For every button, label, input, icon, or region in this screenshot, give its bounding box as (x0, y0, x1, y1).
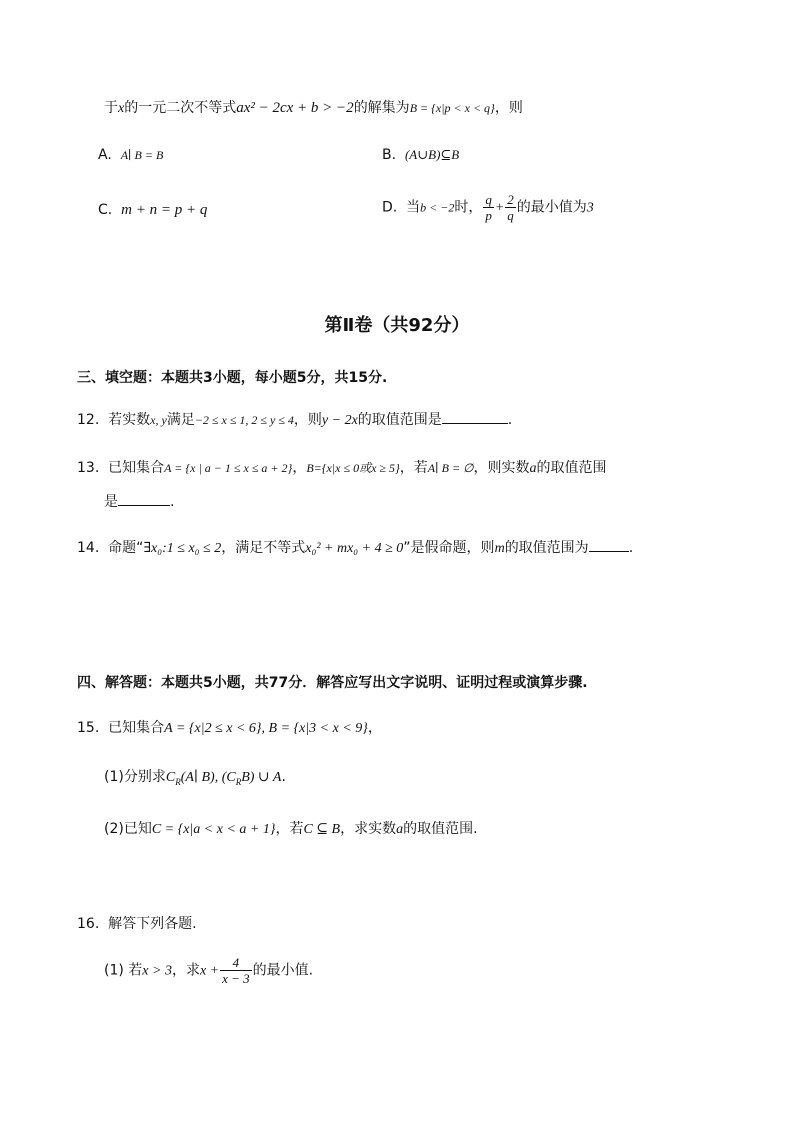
question-15-part1: (1)分别求$C_R(A∣$ B), $(C_RB)$ ∪ A. (104, 769, 286, 787)
q11-set: B = {x|p < x < q} (409, 101, 495, 115)
question-15-part2: (2)已知C = {x|a < x < a + 1}，若C ⊆ B，求实数a的取值范围. (104, 821, 478, 837)
part4-heading: 四、解答题：本题共5小题，共77分．解答应写出文字说明、证明过程或演算步骤. (77, 675, 588, 691)
q11-inequality: ax² − 2cx + b > −2 (236, 100, 354, 116)
question-16-part1: (1) 若x > 3，求x + $\frac{4}{x - 3}$ 的最小值. (104, 955, 314, 986)
option-a: A. A∣ B = B (98, 147, 164, 163)
question-15: 15. 已知集合A = {x|2 ≤ x < 6}, B = {x|3 < x < 9}， (77, 720, 382, 736)
option-c: C. m + n = p + q (98, 202, 208, 218)
option-d: D. 当b < −2时， $\frac{q}{p}$ + $\frac{2}{q}$ 的最小值为3 (382, 192, 594, 223)
fraction-q-over-p: $\frac{q}{p}$ (485, 192, 492, 223)
answer-blank (589, 539, 629, 552)
question-12: 12. 若实数x, y满足−2 ≤ x ≤ 1, 2 ≤ y ≤ 4，则y − 2x的取值范围是 . (77, 412, 513, 428)
question-13: 13. 已知集合A = {x | a − 1 ≤ x ≤ a + 2}，B={x|x ≤ 0或x ≥ 5}，若A∣ B = ∅，则实数a的取值范围 (77, 460, 607, 476)
fraction-2-over-q: $\frac{2}{q}$ (507, 192, 514, 223)
question-14: 14. 命题“∃x₀:1 ≤ x₀ ≤ 2，满足不等式x₀² + mx₀ + 4 ≥ 0”是假命题，则m的取值范围为 . (77, 540, 634, 556)
part3-heading: 三、填空题：本题共3小题，每小题5分，共15分. (77, 370, 388, 386)
fraction-4-over-x-minus-3: $\frac{4}{x - 3}$ (222, 955, 250, 986)
answer-blank (442, 411, 508, 424)
answer-blank (118, 493, 170, 506)
section-title: 第Ⅱ卷（共92分） (324, 315, 470, 336)
q11-stem: 于x的一元二次不等式ax² − 2cx + b > −2的解集为B = {x|p < x < q}，则 (104, 100, 523, 116)
option-b: B. (A∪B)⊆B (382, 147, 460, 163)
question-16: 16. 解答下列各题. (77, 916, 197, 932)
question-13-line2: 是 . (104, 494, 175, 510)
